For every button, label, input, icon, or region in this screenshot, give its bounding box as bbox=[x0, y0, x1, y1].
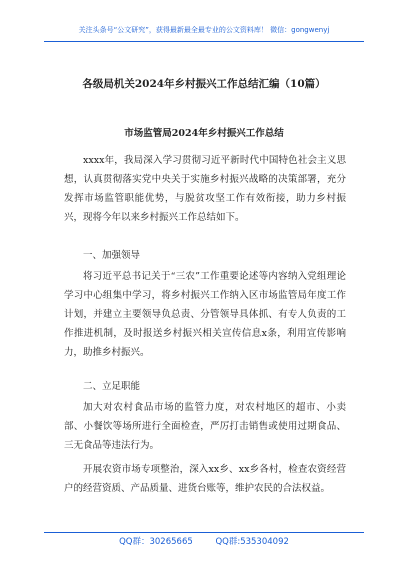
header-notice: 关注头条号“公文研究”，获得最新最全最专业的公文资料库！ 微信：gongwenyj bbox=[78, 26, 330, 34]
heading-based-on-functions: 二、立足职能 bbox=[83, 381, 141, 392]
paragraph-agricultural-inspection: 开展农资市场专项整治，深入xx乡、xx乡各村，检查农资经营户的经营资质、产品质量、进货台账等，维护农民的合法权益。 bbox=[64, 464, 346, 494]
paragraph-leadership: 将习近平总书记关于“三农”工作重要论述等内容纳入党组理论学习中心组集中学习，将乡村振兴工作纳入区市场监管局年度工作计划，并建立主要领导负总责、分管领导具体抓、有专人负责的工作推进机制，及时报送乡村振兴相关宣传信息x条，利用宣传影响力，助推乡村振兴。 bbox=[64, 271, 346, 358]
page-footer bbox=[0, 535, 408, 547]
footer-qq-group-1: QQ群：30265665 bbox=[119, 537, 193, 547]
document-title: 各级局机关2024年乡村振兴工作总结汇编（10篇） bbox=[82, 78, 326, 90]
footer-qq-group-2: QQ群:535304092 bbox=[215, 537, 289, 547]
paragraph-intro: xxxx年，我局深入学习贯彻习近平新时代中国特色社会主义思想，认真贯彻落实党中央关于实施乡村振兴战略的决策部署，充分发挥市场监管职能优势，与脱贫攻坚工作有效衔接，助力乡村振兴，现将今年以来乡村振兴工作总结如下。 bbox=[64, 155, 346, 223]
footer-divider bbox=[44, 532, 364, 533]
paragraph-food-supervision: 加大对农村食品市场的监管力度，对农村地区的超市、小卖部、小餐饮等场所进行全面检查，严厉打击销售或使用过期食品、三无食品等违法行为。 bbox=[64, 402, 346, 451]
page-header bbox=[0, 0, 408, 40]
heading-strengthen-leadership: 一、加强领导 bbox=[83, 250, 141, 261]
section-title: 市场监管局2024年乡村振兴工作总结 bbox=[124, 128, 284, 139]
header-divider bbox=[44, 41, 364, 42]
